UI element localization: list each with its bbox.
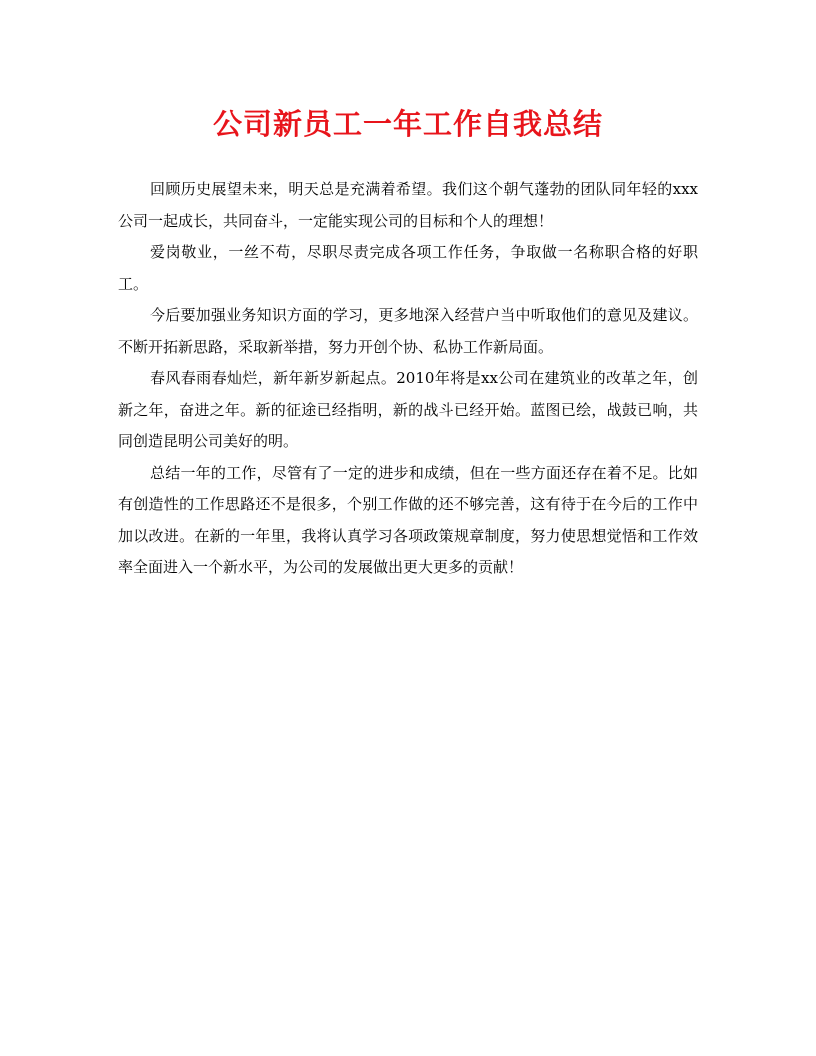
- paragraph-1: 回顾历史展望未来，明天总是充满着希望。我们这个朝气蓬勃的团队同年轻的xxx公司一起成长，共同奋斗，一定能实现公司的目标和个人的理想！: [118, 180, 698, 230]
- paragraph-3: 今后要加强业务知识方面的学习，更多地深入经营户当中听取他们的意见及建议。不断开拓新思路，采取新举措，努力开创个协、私协工作新局面。: [118, 306, 698, 356]
- document-title: 公司新员工一年工作自我总结: [212, 107, 603, 141]
- paragraph-5: 总结一年的工作，尽管有了一定的进步和成绩，但在一些方面还存在着不足。比如有创造性的工作思路还不是很多，个别工作做的还不够完善，这有待于在今后的工作中加以改进。在新的一年里，我将认真学习各项政策规章制度，努力使思想觉悟和工作效率全面进入一个新水平，为公司的发展做出更大更多的贡献！: [118, 463, 698, 576]
- paragraph-2: 爱岗敬业，一丝不苟，尽职尽责完成各项工作任务，争取做一名称职合格的好职工。: [118, 243, 698, 293]
- paragraph-4: 春风春雨春灿烂，新年新岁新起点。2010年将是xx公司在建筑业的改革之年，创新之年，奋进之年。新的征途已经指明，新的战斗已经开始。蓝图已绘，战鼓已响，共同创造昆明公司美好的明。: [118, 369, 698, 450]
- document-body: [118, 174, 698, 584]
